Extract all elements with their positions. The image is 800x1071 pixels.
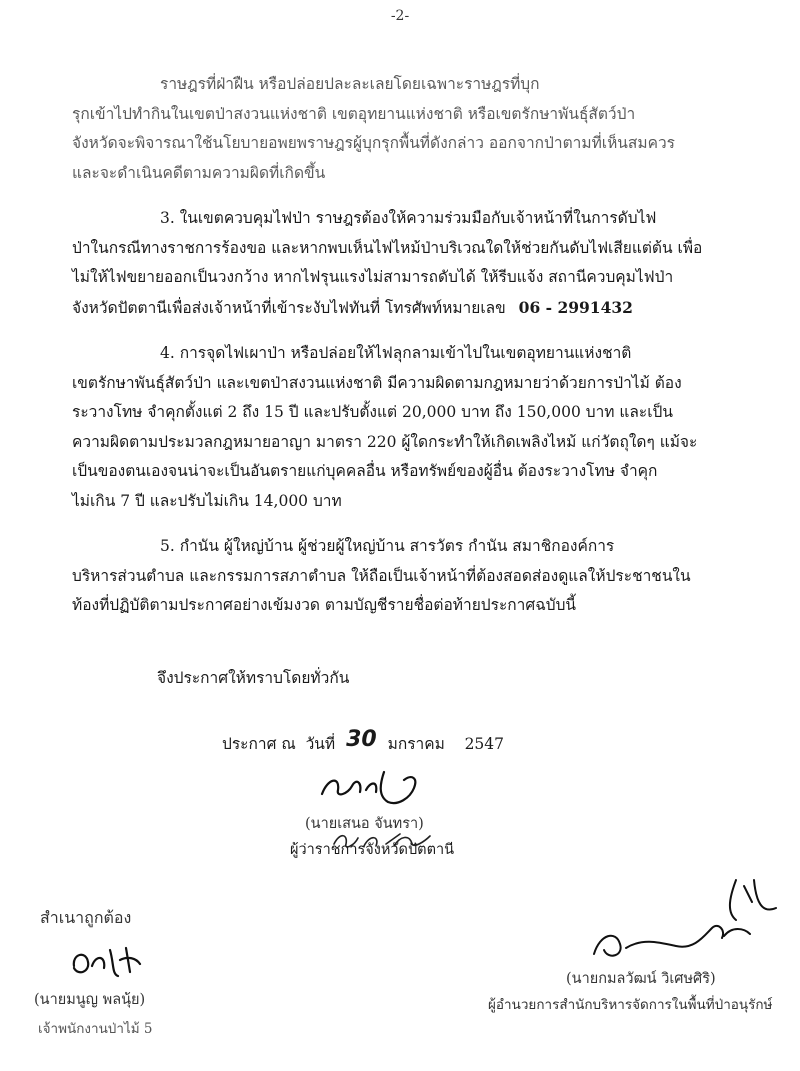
paragraph-4-line: ความผิดตามประมวลกฎหมายอาญา มาตรา 220 ผู้ใดกระทำให้เกิดเพลิงไหม้ แก่วัตถุใดๆ แม้จะ (72, 432, 698, 451)
date-day: 30 (346, 727, 377, 752)
paragraph-1-line: และจะดำเนินคดีตามความผิดที่เกิดขึ้น (72, 163, 326, 182)
date-month: มกราคม (387, 735, 445, 753)
paragraph-5-line: บริหารส่วนตำบล และกรรมการสภาตำบล ให้ถือเป็นเจ้าหน้าที่ต้องสอดส่องดูแลให้ประชาชนใน (72, 566, 691, 585)
certifier-name: (นายมนูญ พลนุ้ย) (34, 992, 146, 1008)
governor-title: ผู้ว่าราชการจังหวัดปัตตานี (290, 842, 455, 858)
director-title: ผู้อำนวยการสำนักบริหารจัดการในพื้นที่ป่าอนุรักษ์ (488, 997, 773, 1013)
phone-number: 06 - 2991432 (518, 297, 633, 317)
date-year: 2547 (464, 735, 505, 753)
paragraph-5-line: ท้องที่ปฏิบัติตามประกาศอย่างเข้มงวด ตามบัญชีรายชื่อต่อท้ายประกาศฉบับนี้ (72, 596, 577, 614)
director-signature-icon (586, 872, 782, 968)
certified-copy-label: สำเนาถูกต้อง (40, 908, 132, 927)
governor-name: (นายเสนอ จันทรา) (305, 816, 424, 832)
announcement-date (222, 727, 505, 756)
paragraph-3 (72, 204, 712, 323)
paragraph-3-line: 3. ในเขตควบคุมไฟป่า ราษฎรต้องให้ความร่วมมือกับเจ้าหน้าที่ในการดับไฟ (160, 209, 657, 227)
paragraph-3-line: ไม่ให้ไฟขยายออกเป็นวงกว้าง หากไฟรุนแรงไม่สามารถดับได้ ให้รีบแจ้ง สถานีควบคุมไฟป่า (72, 268, 674, 286)
closing-statement: จึงประกาศให้ทราบโดยทั่วกัน (157, 669, 350, 687)
date-day-label: วันที่ (305, 735, 336, 753)
page-number: -2- (390, 8, 410, 24)
paragraph-3-line: ป่าในกรณีทางราชการร้องขอ และหากพบเห็นไฟไหม้ป่าบริเวณใดให้ช่วยกันดับไฟเสียแต่ต้น เพื่อ (72, 238, 703, 257)
paragraph-1 (72, 70, 712, 188)
certifier-signature-icon (66, 936, 156, 984)
paragraph-3-line-text: จังหวัดปัตตานีเพื่อส่งเจ้าหน้าที่เข้าระงับไฟทันที่ โทรศัพท์หมายเลข (72, 298, 506, 317)
paragraph-4-line: ไม่เกิน 7 ปี และปรับไม่เกิน 14,000 บาท (72, 491, 342, 510)
director-name: (นายกมลวัฒน์ วิเศษศิริ) (566, 971, 716, 987)
paragraph-4 (72, 339, 712, 516)
paragraph-1-line: จังหวัดจะพิจารณาใช้นโยบายอพยพราษฎรผู้บุกรุกพื้นที่ดังกล่าว ออกจากป่าตามที่เห็นสมควร (72, 134, 675, 152)
date-prefix: ประกาศ ณ (222, 735, 296, 753)
paragraph-1-line: ราษฎรที่ฝ่าฝืน หรือปล่อยปละละเลยโดยเฉพาะราษฎรที่บุก (160, 75, 540, 93)
paragraph-5 (72, 532, 712, 621)
paragraph-1-line: รุกเข้าไปทำกินในเขตป่าสงวนแห่งชาติ เขตอุทยานแห่งชาติ หรือเขตรักษาพันธุ์สัตว์ป่า (72, 104, 636, 123)
paragraph-4-line: เป็นของตนเองจนน่าจะเป็นอันตรายแก่บุคคลอื่น หรือทรัพย์ของผู้อื่น ต้องระวางโทษ จำคุก (72, 462, 658, 480)
paragraph-5-line: 5. กำนัน ผู้ใหญ่บ้าน ผู้ช่วยผู้ใหญ่บ้าน สารวัตร กำนัน สมาชิกองค์การ (160, 537, 615, 555)
paragraph-4-line: 4. การจุดไฟเผาป่า หรือปล่อยให้ไฟลุกลามเข้าไปในเขตอุทยานแห่งชาติ (160, 344, 632, 362)
paragraph-3-line (72, 293, 712, 324)
certifier-position: เจ้าพนักงานป่าไม้ 5 (38, 1021, 153, 1037)
governor-signature-icon (318, 764, 428, 812)
paragraph-4-line: ระวางโทษ จำคุกตั้งแต่ 2 ถึง 15 ปี และปรับตั้งแต่ 20,000 บาท ถึง 150,000 บาท และเป็น (72, 403, 673, 421)
paragraph-4-line: เขตรักษาพันธุ์สัตว์ป่า และเขตป่าสงวนแห่งชาติ มีความผิดตามกฎหมายว่าด้วยการป่าไม้ ต้อง (72, 373, 682, 392)
